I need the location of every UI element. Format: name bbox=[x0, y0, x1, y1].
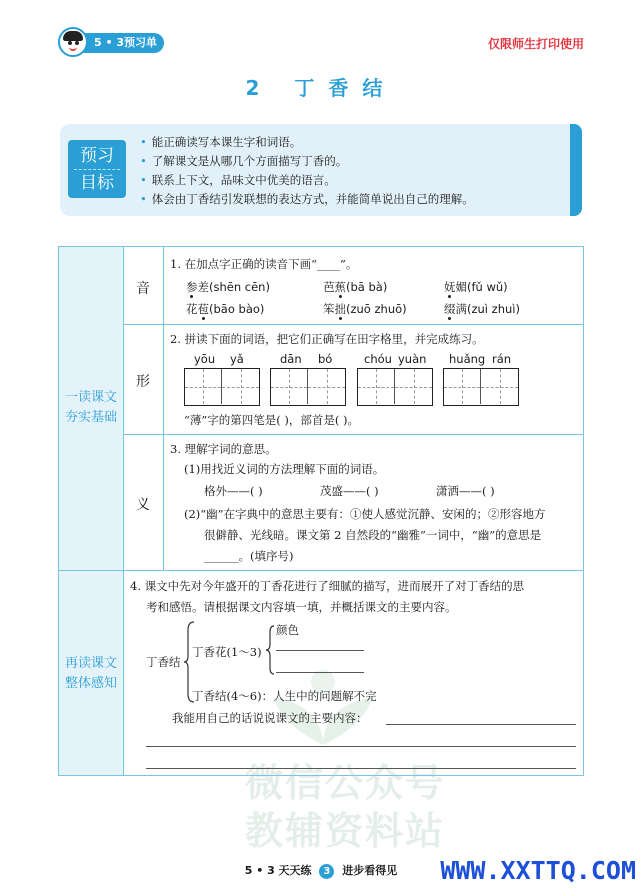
writing-grid[interactable] bbox=[184, 368, 260, 406]
pronunciation-item[interactable]: 笨拙(zuō zhuō) bbox=[323, 302, 407, 316]
question-4-line2: 考和感悟。请根据课文内容填一填，并概括课文的主要内容。 bbox=[146, 600, 457, 614]
pinyin-label: dān bbox=[280, 352, 302, 366]
question-3: 3. 理解字词的意思。 bbox=[170, 442, 277, 456]
goal-item: • 联系上下文，品味文中优美的语言。 bbox=[140, 171, 570, 190]
pinyin-label: yōu bbox=[194, 352, 216, 366]
section1-label bbox=[59, 388, 123, 428]
pronunciation-item[interactable]: 缀满(zuì zhuì) bbox=[444, 302, 520, 316]
watermark-line1: 微信公众号 bbox=[245, 761, 446, 805]
pronunciation-item[interactable]: 参差(shēn cēn) bbox=[186, 280, 270, 294]
section2-label-line2: 整体感知 bbox=[64, 676, 117, 691]
summary-prompt: 我能用自己的话说说课文的主要内容： bbox=[172, 711, 368, 725]
writing-grid[interactable] bbox=[270, 368, 346, 406]
section2-label-line1: 再读课文 bbox=[64, 656, 117, 671]
section1-label-line1: 一读课文 bbox=[64, 390, 117, 405]
site-url[interactable]: WWW.XXTTQ.COM bbox=[440, 856, 636, 885]
goals-list bbox=[140, 133, 570, 209]
goals-panel-edge bbox=[570, 124, 582, 216]
footer-right: 进步看得见 bbox=[342, 864, 398, 877]
page-title: 2 丁香结 bbox=[245, 76, 397, 100]
tree-blank-2[interactable] bbox=[276, 672, 364, 673]
synonym-item[interactable]: 茂盛——( ) bbox=[320, 484, 379, 498]
goal-item: • 能正确读写本课生字和词语。 bbox=[140, 133, 570, 152]
goal-item: • 体会由丁香结引发联想的表达方式，并能简单说出自己的理解。 bbox=[140, 190, 570, 209]
section2-label bbox=[59, 654, 123, 694]
tree-blank-1[interactable] bbox=[276, 650, 364, 651]
question-4-line1: 4. 课文中先对今年盛开的丁香花进行了细腻的描写，进而展开了对丁香结的思 bbox=[130, 579, 525, 593]
tree-leaf1: 颜色 bbox=[276, 623, 299, 637]
goals-badge-line2: 目标 bbox=[74, 169, 120, 196]
question-3-part2-answer[interactable]: ______。(填序号) bbox=[204, 549, 294, 563]
writing-grid[interactable] bbox=[443, 368, 519, 406]
pinyin-label: chóu bbox=[364, 352, 392, 366]
section-column bbox=[59, 247, 123, 775]
question-1: 1. 在加点字正确的读音下画“____”。 bbox=[170, 257, 358, 271]
question-3-part2-line1: (2)“幽”在字典中的意思主要有：①使人感觉沉静、安闲的；②形容地方 bbox=[184, 507, 546, 521]
pinyin-label: huǎng bbox=[449, 352, 486, 366]
summary-line[interactable] bbox=[146, 768, 576, 769]
question-3-part2-line2: 很僻静、光线暗。课文第 2 自然段的“幽雅”一词中，“幽”的意思是 bbox=[204, 528, 542, 542]
pinyin-label: rán bbox=[492, 352, 512, 366]
tree-branch2: 丁香结(4～6)：人生中的问题解不完 bbox=[192, 689, 377, 703]
footer-left: 5 • 3 天天练 bbox=[244, 864, 312, 877]
question-3-part1: (1)用找近义词的方法理解下面的词语。 bbox=[184, 462, 385, 476]
goals-badge bbox=[68, 140, 126, 198]
tree-root: 丁香结 bbox=[146, 655, 181, 669]
writing-grid[interactable] bbox=[357, 368, 433, 406]
synonym-item[interactable]: 格外——( ) bbox=[204, 484, 263, 498]
synonym-item[interactable]: 潇洒——( ) bbox=[436, 484, 495, 498]
section1-label-line2: 夯实基础 bbox=[64, 410, 117, 425]
category-yin: 音 bbox=[136, 281, 150, 297]
pronunciation-item[interactable]: 妩媚(fǔ wǔ) bbox=[444, 280, 508, 294]
pinyin-label: yǎ bbox=[230, 352, 244, 366]
brand-badge: 5 • 3预习单 bbox=[60, 33, 164, 53]
page-number: 3 bbox=[319, 864, 334, 879]
print-note: 仅限师生打印使用 bbox=[487, 37, 584, 51]
watermark-line2: 教辅资料站 bbox=[245, 809, 446, 853]
category-xing: 形 bbox=[136, 374, 150, 390]
mascot-icon bbox=[58, 27, 88, 57]
tree-branch1: 丁香花(1～3) bbox=[192, 645, 262, 659]
pinyin-label: yuàn bbox=[398, 352, 427, 366]
summary-line[interactable] bbox=[146, 746, 576, 747]
question-2: 2. 拼读下面的词语，把它们正确写在田字格里，并完成练习。 bbox=[170, 332, 484, 346]
summary-line[interactable] bbox=[386, 724, 576, 725]
goal-item: • 了解课文是从哪几个方面描写丁香的。 bbox=[140, 152, 570, 171]
pronunciation-item[interactable]: 芭蕉(bā bà) bbox=[323, 280, 388, 294]
category-yi: 义 bbox=[136, 497, 150, 513]
stroke-question[interactable]: “薄”字的第四笔是( )，部首是( )。 bbox=[184, 413, 360, 427]
pronunciation-item[interactable]: 花苞(bāo bào) bbox=[186, 302, 265, 316]
pinyin-label: bó bbox=[318, 352, 333, 366]
goals-badge-line1: 预习 bbox=[80, 146, 114, 166]
